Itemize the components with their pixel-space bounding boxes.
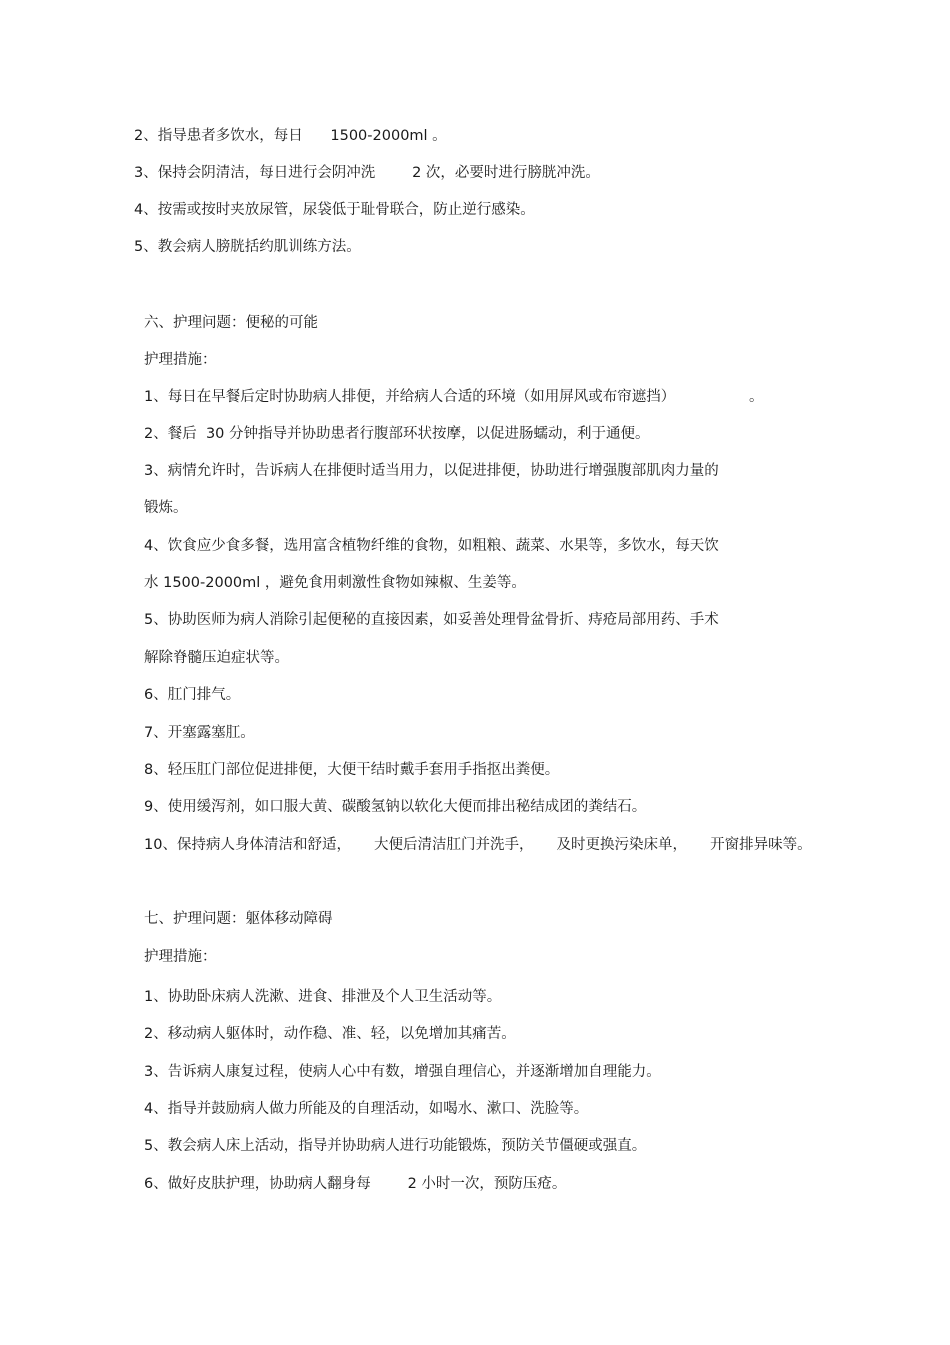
- paragraph-line: 8、轻压肛门部位促进排便，大便干结时戴手套用手指抠出粪便。: [144, 762, 560, 778]
- paragraph-line: 3、保持会阴清洁，每日进行会阴冲洗 2 次，必要时进行膀胱冲洗。: [134, 165, 600, 181]
- paragraph-line: 4、指导并鼓励病人做力所能及的自理活动，如喝水、漱口、洗脸等。: [144, 1101, 589, 1117]
- paragraph-line: 1、协助卧床病人洗漱、进食、排泄及个人卫生活动等。: [144, 989, 502, 1005]
- paragraph-line: 5、协助医师为病人消除引起便秘的直接因素，如妥善处理骨盆骨折、痔疮局部用药、手术: [144, 612, 719, 628]
- paragraph-line: 解除脊髓压迫症状等。: [144, 650, 289, 666]
- paragraph-line: 6、做好皮肤护理，协助病人翻身每 2 小时一次，预防压疮。: [144, 1176, 567, 1192]
- paragraph-line: 2、指导患者多饮水，每日 1500-2000ml 。: [134, 128, 447, 144]
- paragraph-line: 3、病情允许时，告诉病人在排便时适当用力，以促进排便，协助进行增强腹部肌肉力量的: [144, 463, 719, 479]
- paragraph-line: 7、开塞露塞肛。: [144, 725, 255, 741]
- paragraph-line: 3、告诉病人康复过程，使病人心中有数，增强自理信心，并逐渐增加自理能力。: [144, 1064, 661, 1080]
- paragraph-line: 2、移动病人躯体时，动作稳、准、轻，以免增加其痛苦。: [144, 1026, 516, 1042]
- measures-label: 护理措施：: [144, 949, 217, 965]
- paragraph-line: 6、肛门排气。: [144, 687, 241, 703]
- paragraph-line: 锻炼。: [144, 500, 188, 516]
- measures-label: 护理措施：: [144, 352, 217, 368]
- paragraph-line: 5、教会病人膀胱括约肌训练方法。: [134, 239, 361, 255]
- paragraph-line: 9、使用缓泻剂，如口服大黄、碳酸氢钠以软化大便而排出秘结成团的粪结石。: [144, 799, 647, 815]
- paragraph-line: 4、饮食应少食多餐，选用富含植物纤维的食物，如粗粮、蔬菜、水果等，多饮水，每天饮: [144, 538, 719, 554]
- paragraph-line: 10、保持病人身体清洁和舒适， 大便后清洁肛门并洗手， 及时更换污染床单， 开窗排异味等。: [144, 837, 812, 853]
- paragraph-line: 2、餐后 30 分钟指导并协助患者行腹部环状按摩，以促进肠蠕动，利于通便。: [144, 426, 650, 442]
- paragraph-line: 水 1500-2000ml ，避免食用刺激性食物如辣椒、生姜等。: [144, 575, 526, 591]
- section-heading: 七、护理问题：躯体移动障碍: [144, 911, 333, 927]
- paragraph-line: 5、教会病人床上活动，指导并协助病人进行功能锻炼，预防关节僵硬或强直。: [144, 1138, 647, 1154]
- paragraph-line: 1、每日在早餐后定时协助病人排便，并给病人合适的环境（如用屏风或布帘遮挡） 。: [144, 389, 764, 405]
- section-heading: 六、护理问题：便秘的可能: [144, 315, 318, 331]
- paragraph-line: 4、按需或按时夹放尿管，尿袋低于耻骨联合，防止逆行感染。: [134, 202, 535, 218]
